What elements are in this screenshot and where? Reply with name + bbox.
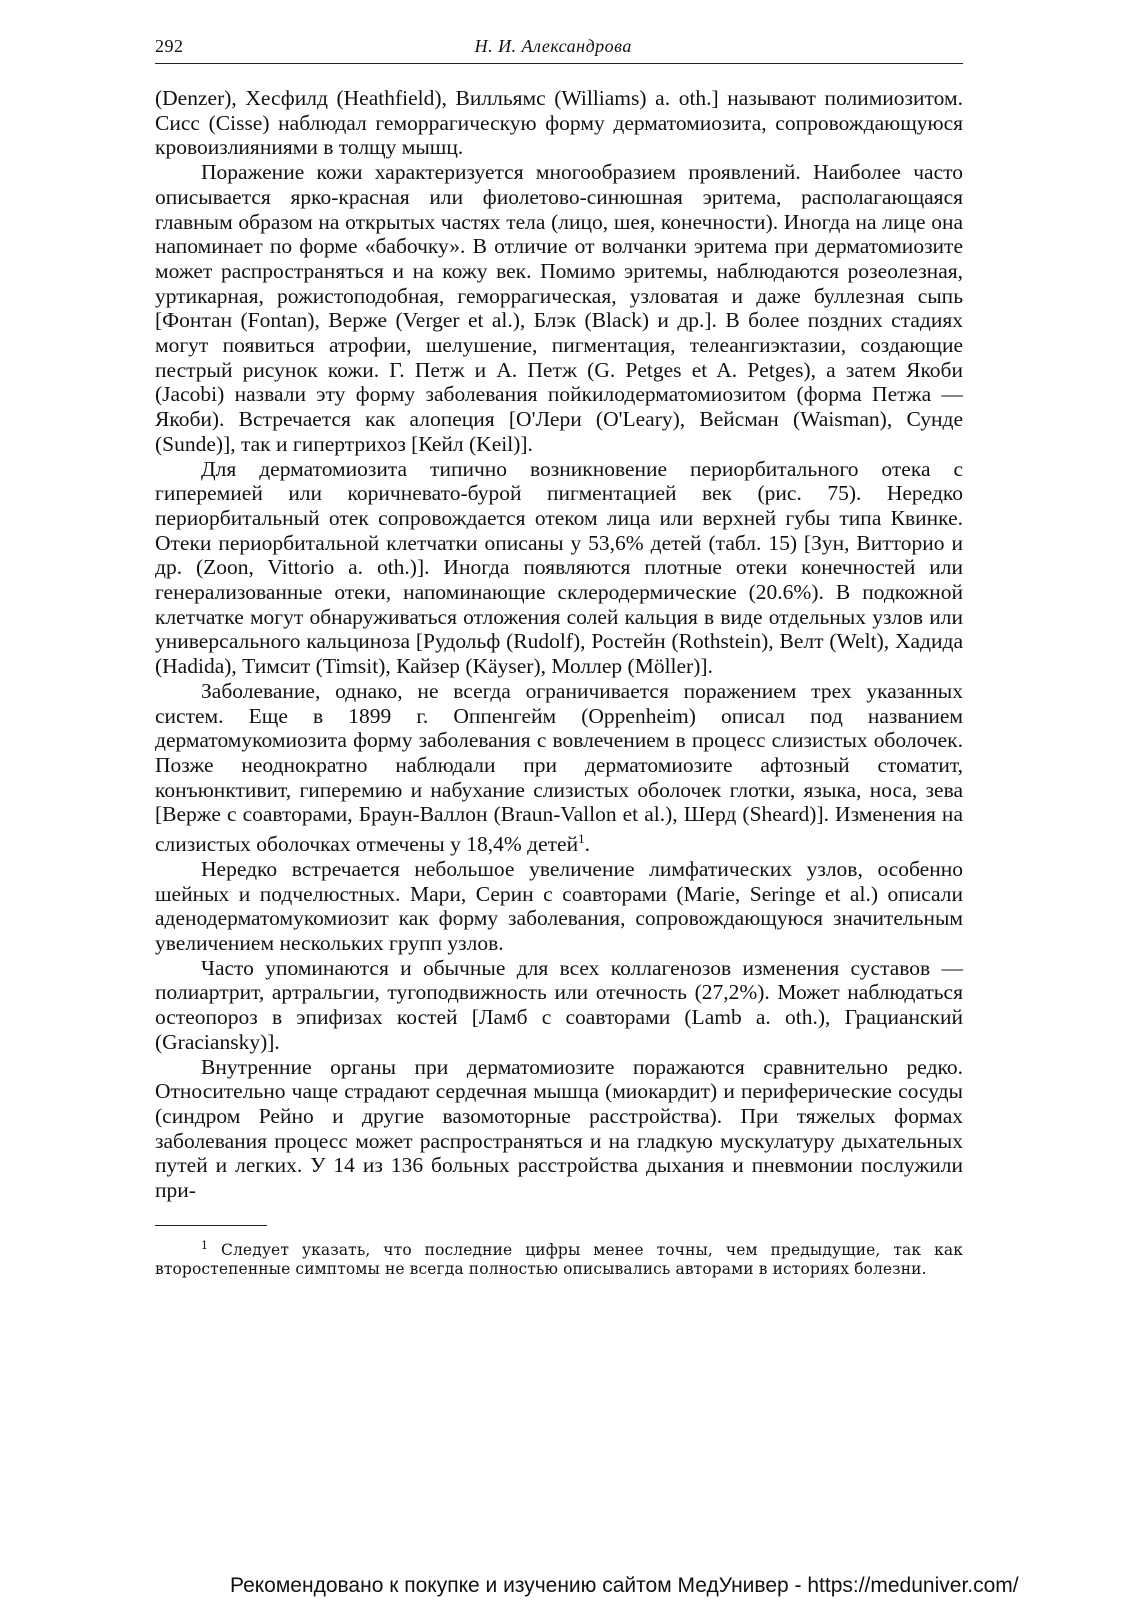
paragraph-2: Поражение кожи характеризуется многообразием проявлений. Наиболее часто описывается ярко-красная или фиолетово-синюшная эритема, располагающаяся главным образом на открытых частях тела (лицо, шея, конечности). Иногда на лице она напоминает по форме «бабочку». В отличие от волчанки эритема при дерматомиозите может распространяться и на кожу век. Помимо эритемы, наблюдаются розеолезная, уртикарная, рожистоподобная, геморрагическая, узловатая и даже буллезная сыпь [Фонтан (Fontan), Верже (Verger et al.), Блэк (Black) и др.]. В более поздних стадиях могут появиться атрофии, шелушение, пигментация, телеангиэктазии, создающие пестрый рисунок кожи. Г. Петж и А. Петж (G. Petges et A. Petges), а затем Якоби (Jacobi) назвали эту форму заболевания пойкилодерматомиозитом (форма Петжа — Якоби). Встречается как алопеция [О'Лери (O'Leary), Вейсман (Waisman), Сунде (Sunde)], так и гипертрихоз [Кейл (Keil)]. — [155, 160, 963, 456]
footnote-body: Следует указать, что последние цифры менее точны, чем предыдущие, так как второстепенные симптомы не всегда полностью описывались авторами в историях болезни. — [155, 1240, 963, 1278]
paragraph-6: Часто упоминаются и обычные для всех коллагенозов изменения суставов — полиартрит, артральгии, тугоподвижность или отечность (27,2%). Может наблюдаться остеопороз в эпифизах костей [Ламб с соавторами (Lamb a. oth.), Грацианский (Graciansky)]. — [155, 955, 963, 1054]
running-head — [155, 36, 963, 64]
footnote-marker: 1 — [201, 1238, 209, 1252]
book-page — [155, 36, 963, 1279]
paragraph-3: Для дерматомиозита типично возникновение периорбитального отека с гиперемией или коричневато-бурой пигментацией век (рис. 75). Нередко периорбитальный отек сопровождается отеком лица или верхней губы типа Квинке. Отеки периорбитальной клетчатки описаны у 53,6% детей (табл. 15) [Зун, Витторио и др. (Zoon, Vittorio a. oth.)]. Иногда появляются плотные отеки конечностей или генерализованные отеки, напоминающие склеродермические (20.6%). В подкожной клетчатке могут обнаруживаться отложения солей кальция в виде отдельных узлов или универсального кальциноза [Рудольф (Rudolf), Ростейн (Rothstein), Велт (Welt), Хадида (Hadida), Тимсит (Timsit), Кайзер (Käyser), Моллер (Möller)]. — [155, 456, 963, 679]
paragraph-1: (Denzer), Хесфилд (Heathfield), Вилльямс (Williams) a. oth.] называют полимиозитом. Сисс (Cisse) наблюдал геморрагическую форму дерматомиозита, сопровождающуюся кровоизлияниями в толщу мышц. — [155, 86, 963, 160]
paragraph-5: Нередко встречается небольшое увеличение лимфатических узлов, особенно шейных и подчелюстных. Мари, Серин с соавторами (Marie, Seringe et al.) описали аденодерматомукомиозит как форму заболевания, сопровождающуюся значительным увеличением нескольких групп узлов. — [155, 856, 963, 956]
paragraph-4-tail: . — [584, 832, 590, 857]
header-author: Н. И. Александрова — [474, 36, 632, 56]
footnote-text — [155, 1236, 963, 1279]
paragraph-4 — [155, 679, 963, 857]
watermark-text: Рекомендовано к покупке и изучению сайтом МедУнивер - https://meduniver.com/ — [230, 1574, 1019, 1597]
footnote-reference: 1 — [578, 831, 585, 847]
paragraph-7: Внутренние органы при дерматомиозите поражаются сравнительно редко. Относительно чаще страдают сердечная мышца (миокардит) и периферические сосуды (синдром Рейно и другие вазомоторные расстройства). При тяжелых формах заболевания процесс может распространяться и на гладкую мускулатуру дыхательных путей и легких. У 14 из 136 больных расстройства дыхания и пневмонии послужили при- — [155, 1054, 963, 1203]
footnote-rule — [155, 1225, 267, 1226]
footnote — [155, 1236, 963, 1279]
paragraph-4-text: Заболевание, однако, не всегда ограничивается поражением трех указанных систем. Еще в 1899 г. Оппенгейм (Oppenheim) описал под названием дерматомукомиозита форму заболевания с вовлечением в процесс слизистых оболочек. Позже неоднократно наблюдали при дерматомиозите афтозный стоматит, конъюнктивит, гиперемию и набухание слизистых оболочек глотки, языка, носа, зева [Верже с соавторами, Браун-Валлон (Braun-Vallon et al.), Шерд (Sheard)]. Изменения на слизистых оболочках отмечены у 18,4% детей — [155, 678, 963, 857]
body-text — [155, 86, 963, 1203]
page-number: 292 — [155, 36, 184, 56]
